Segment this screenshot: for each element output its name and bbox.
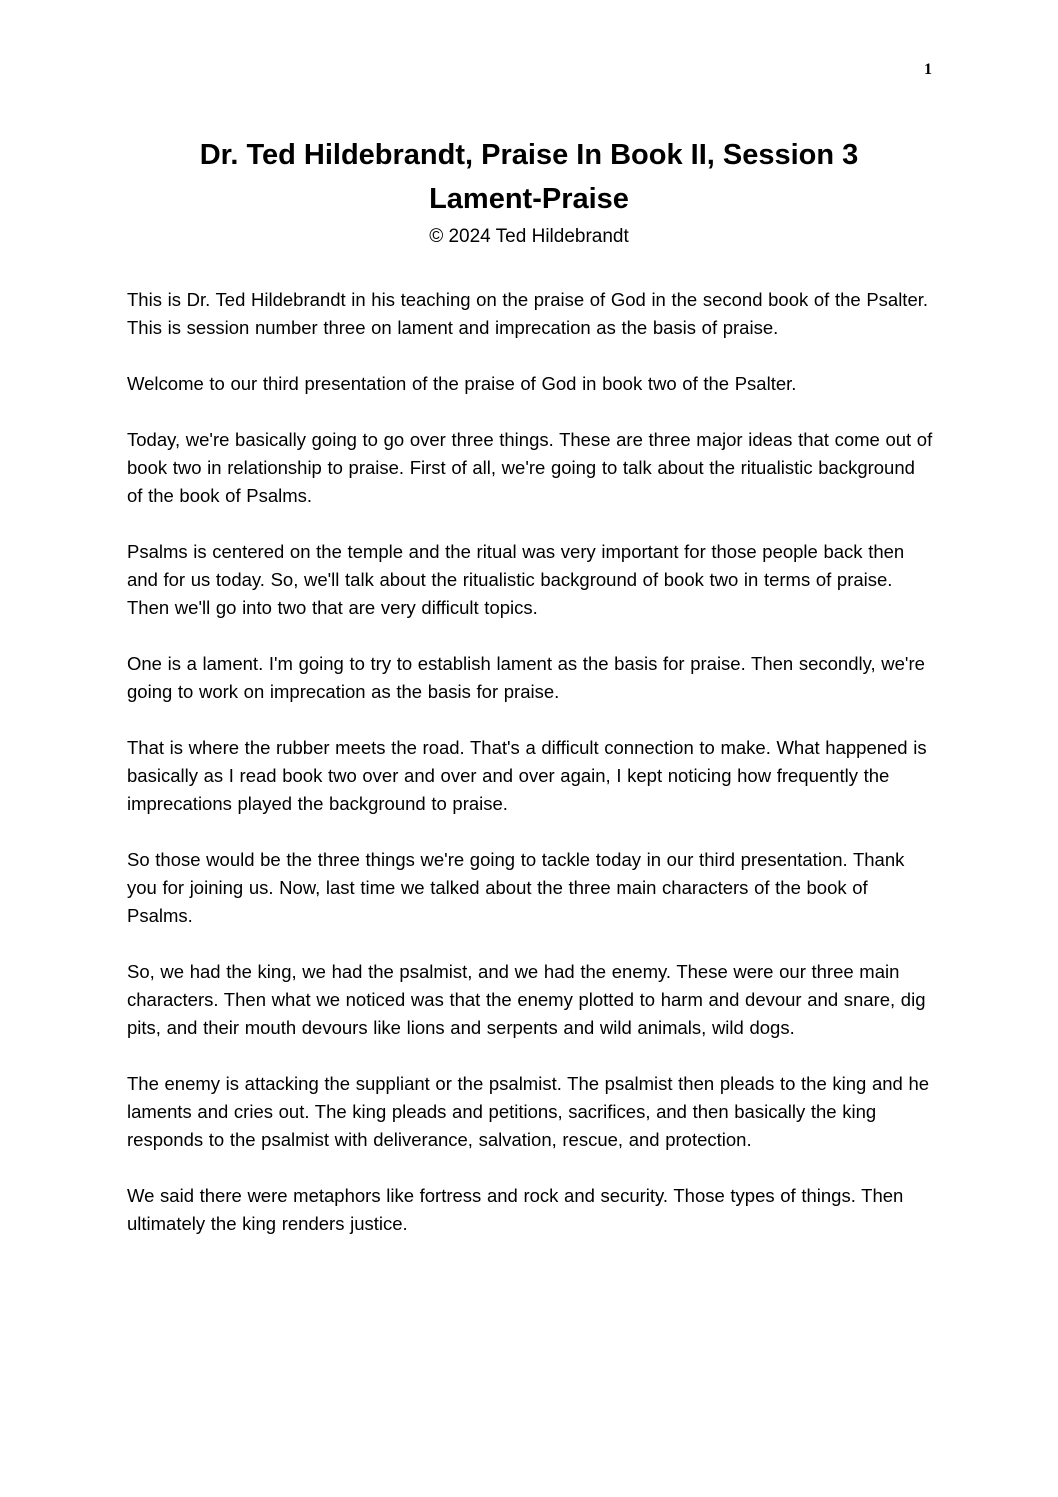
paragraph: So those would be the three things we're going to tackle today in our third presentation. Thank you for joining us. Now, last time we talked about the three main characters of the book of Psalms. xyxy=(127,849,905,926)
document-header xyxy=(0,0,1058,250)
copyright-line: © 2024 Ted Hildebrandt xyxy=(429,226,629,247)
paragraph: Psalms is centered on the temple and the ritual was very important for those people back then and for us today. So, we'll talk about the ritualistic background of book two in terms of praise. Then we'll go into two that are very difficult topics. xyxy=(127,541,905,618)
paragraph: That is where the rubber meets the road. That's a difficult connection to make. What happened is basically as I read book two over and over and over again, I kept noticing how frequently the imprecations played the background to praise. xyxy=(127,737,927,814)
paragraph: Welcome to our third presentation of the praise of God in book two of the Psalter. xyxy=(127,373,797,394)
document-title-line1: Dr. Ted Hildebrandt, Praise In Book II, Session 3 xyxy=(199,139,859,171)
document-title-line2: Lament-Praise xyxy=(429,183,629,215)
paragraph: So, we had the king, we had the psalmist, and we had the enemy. These were our three main characters. Then what we noticed was that the enemy plotted to harm and devour and snare, dig pits, and their mouth devours like lions and serpents and wild animals, wild dogs. xyxy=(127,961,926,1038)
paragraph: Today, we're basically going to go over three things. These are three major ideas that come out of book two in relationship to praise. First of all, we're going to talk about the ritualistic background of the book of Psalms. xyxy=(127,429,933,506)
paragraph: One is a lament. I'm going to try to establish lament as the basis for praise. Then secondly, we're going to work on imprecation as the basis for praise. xyxy=(127,653,925,702)
paragraph: The enemy is attacking the suppliant or the psalmist. The psalmist then pleads to the king and he laments and cries out. The king pleads and petitions, sacrifices, and then basically the king responds to the psalmist with deliverance, salvation, rescue, and protection. xyxy=(127,1073,930,1150)
document-body xyxy=(127,286,933,1238)
paragraph: This is Dr. Ted Hildebrandt in his teaching on the praise of God in the second book of the Psalter. This is session number three on lament and imprecation as the basis of praise. xyxy=(127,289,929,338)
paragraph: We said there were metaphors like fortress and rock and security. Those types of things. Then ultimately the king renders justice. xyxy=(127,1185,904,1234)
page-number: 1 xyxy=(924,61,932,78)
